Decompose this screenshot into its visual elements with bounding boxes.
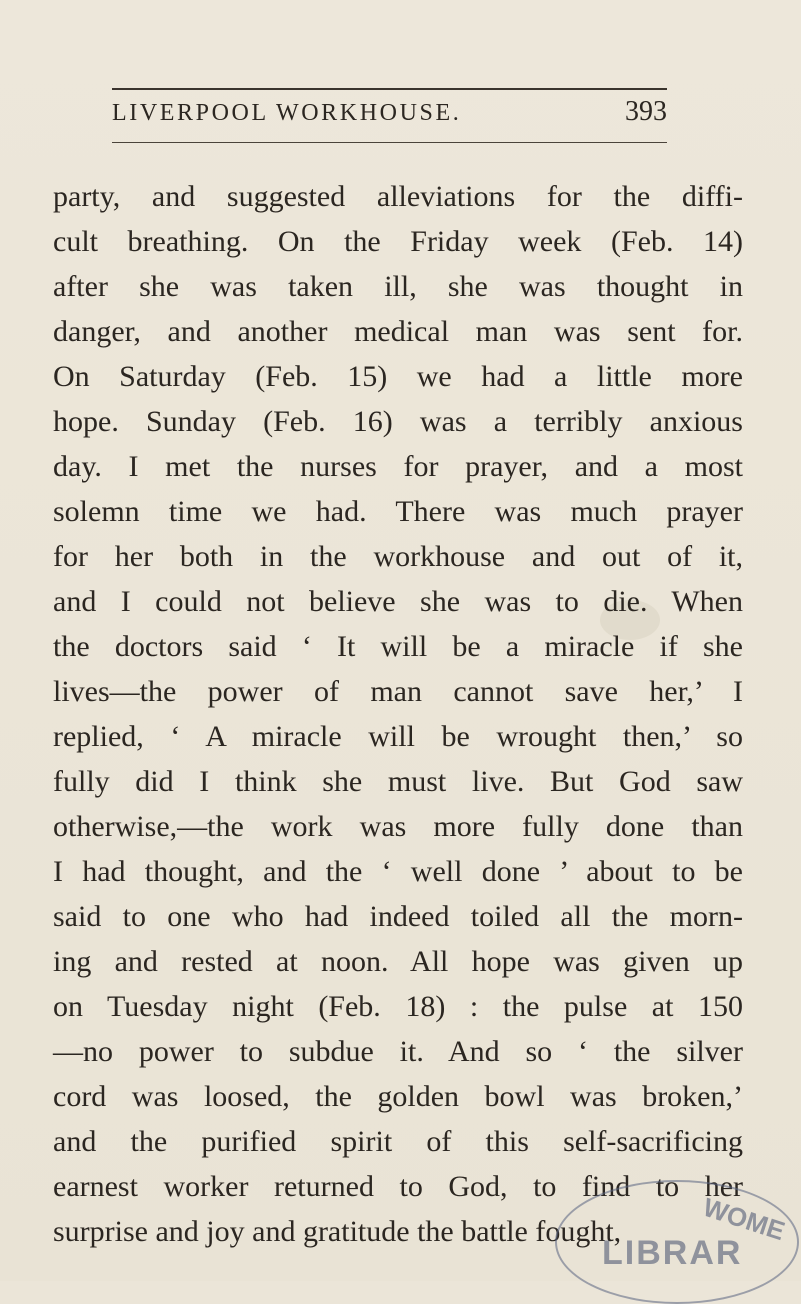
header-rule-top	[112, 88, 667, 90]
text-line: party, and suggested alleviations for the diffi-	[53, 180, 743, 213]
text-line: the doctors said ‘ It will be a miracle if she	[53, 630, 743, 663]
text-line: otherwise,—the work was more fully done than	[53, 810, 743, 843]
text-line: earnest worker returned to God, to find to her	[53, 1170, 743, 1203]
text-line: and I could not believe she was to die. When	[53, 585, 743, 618]
page-number: 393	[625, 96, 667, 127]
text-line: and the purified spirit of this self-sacrificing	[53, 1125, 743, 1158]
library-stamp	[555, 1180, 799, 1304]
text-line: fully did I think she must live. But God saw	[53, 765, 743, 798]
text-line: cult breathing. On the Friday week (Feb. 14)	[53, 225, 743, 258]
text-line: On Saturday (Feb. 15) we had a little more	[53, 360, 743, 393]
text-line: —no power to subdue it. And so ‘ the silver	[53, 1035, 743, 1068]
header-rule-bottom	[112, 142, 667, 143]
text-line: ing and rested at noon. All hope was given up	[53, 945, 743, 978]
body-text	[53, 174, 743, 1254]
text-line: on Tuesday night (Feb. 18) : the pulse at 150	[53, 990, 743, 1023]
text-line: for her both in the workhouse and out of it,	[53, 540, 743, 573]
text-line: day. I met the nurses for prayer, and a most	[53, 450, 743, 483]
text-line: solemn time we had. There was much prayer	[53, 495, 743, 528]
stamp-text-upper: WOME	[699, 1191, 789, 1247]
text-line: I had thought, and the ‘ well done ’ about to be	[53, 855, 743, 888]
running-header	[112, 96, 667, 136]
text-line: replied, ‘ A miracle will be wrought then,’ so	[53, 720, 743, 753]
text-line: cord was loosed, the golden bowl was broken,’	[53, 1080, 743, 1113]
text-line: surprise and joy and gratitude the battle fought,	[53, 1215, 622, 1248]
text-line: lives—the power of man cannot save her,’ I	[53, 675, 743, 708]
running-head-title: LIVERPOOL WORKHOUSE.	[112, 100, 462, 126]
text-line: hope. Sunday (Feb. 16) was a terribly anxious	[53, 405, 743, 438]
stamp-text-lower: LIBRAR	[602, 1234, 743, 1272]
text-line: said to one who had indeed toiled all the morn-	[53, 900, 743, 933]
text-line: danger, and another medical man was sent for.	[53, 315, 743, 348]
text-line: after she was taken ill, she was thought in	[53, 270, 743, 303]
